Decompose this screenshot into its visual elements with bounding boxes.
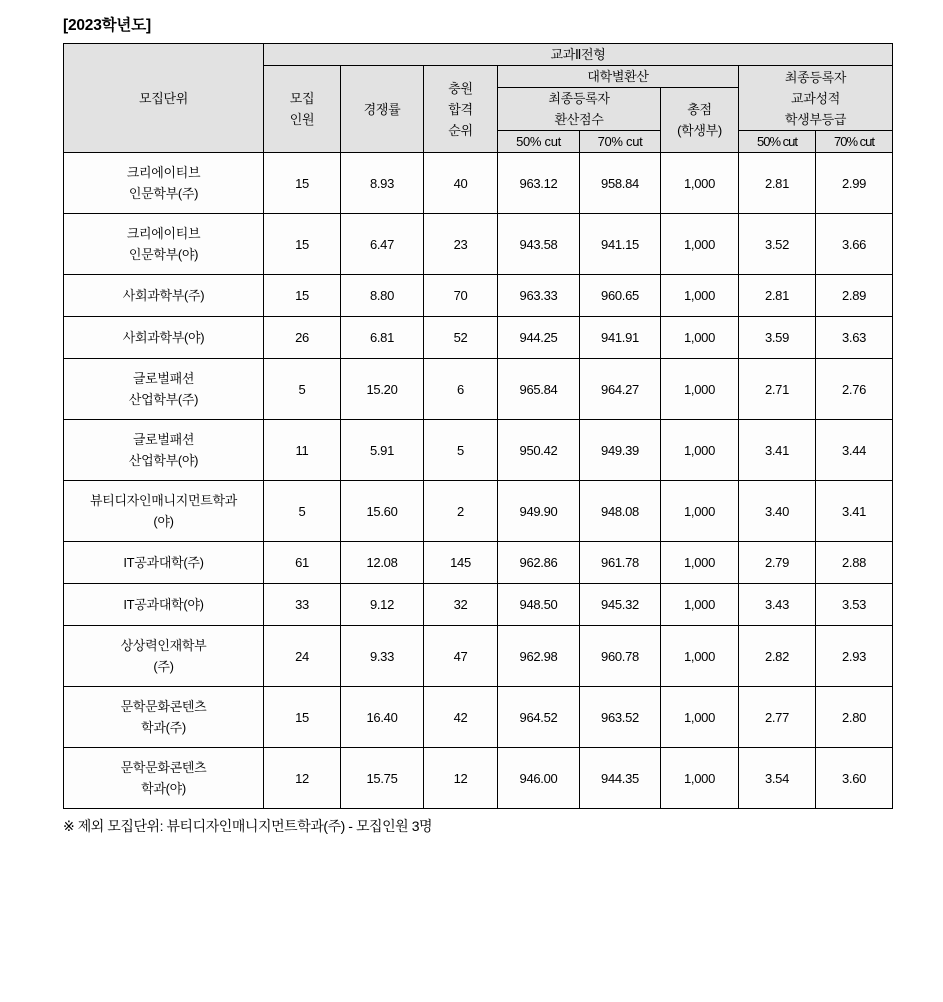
- cell-competition-ratio: 15.20: [341, 359, 424, 420]
- cell-unit-name: [64, 687, 264, 748]
- table-row: [64, 275, 893, 317]
- cell-total-score: 1,000: [661, 420, 739, 481]
- cell-grade-cut70: 3.60: [816, 748, 893, 809]
- table-row: [64, 359, 893, 420]
- header-score-cut50: 50% cut: [498, 131, 580, 153]
- cell-total-score: 1,000: [661, 687, 739, 748]
- exclusion-note: ※ 제외 모집단위: 뷰티디자인매니지먼트학과(주) - 모집인원 3명: [63, 818, 433, 835]
- cell-unit-name: [64, 626, 264, 687]
- cell-waitlist-rank: 40: [424, 153, 498, 214]
- cell-score-cut50: 962.98: [498, 626, 580, 687]
- header-final-grade-line2: 교과성적: [790, 90, 841, 106]
- cell-unit-name: [64, 275, 264, 317]
- page-title: [2023학년도]: [63, 17, 151, 34]
- cell-score-cut70: 945.32: [580, 584, 661, 626]
- cell-total-score: 1,000: [661, 359, 739, 420]
- header-quota: [264, 66, 341, 153]
- cell-waitlist-rank: 12: [424, 748, 498, 809]
- unit-name-line1: 문학문화콘텐츠: [120, 699, 207, 715]
- cell-grade-cut50: 2.81: [739, 153, 816, 214]
- cell-grade-cut50: 3.52: [739, 214, 816, 275]
- cell-quota: 5: [264, 359, 341, 420]
- cell-grade-cut70: 3.63: [816, 317, 893, 359]
- table-body: [64, 153, 893, 809]
- cell-total-score: 1,000: [661, 214, 739, 275]
- header-final-enrolled-score: [498, 88, 661, 131]
- unit-name-line2: 학과(야): [141, 781, 186, 797]
- cell-grade-cut50: 2.79: [739, 542, 816, 584]
- cell-grade-cut50: 2.77: [739, 687, 816, 748]
- header-score-cut70: 70% cut: [580, 131, 661, 153]
- cell-waitlist-rank: 32: [424, 584, 498, 626]
- cell-score-cut50: 964.52: [498, 687, 580, 748]
- cell-competition-ratio: 15.75: [341, 748, 424, 809]
- header-waitlist-rank-line1: 충원: [448, 80, 473, 96]
- cell-quota: 33: [264, 584, 341, 626]
- unit-name-line1: 뷰티디자인매니지먼트학과: [89, 493, 238, 509]
- admission-results-table: [63, 43, 893, 809]
- cell-unit-name: [64, 359, 264, 420]
- cell-grade-cut50: 2.81: [739, 275, 816, 317]
- table-row: [64, 584, 893, 626]
- cell-quota: 5: [264, 481, 341, 542]
- cell-grade-cut70: 2.80: [816, 687, 893, 748]
- cell-quota: 26: [264, 317, 341, 359]
- cell-competition-ratio: 5.91: [341, 420, 424, 481]
- cell-score-cut50: 949.90: [498, 481, 580, 542]
- cell-unit-name: [64, 214, 264, 275]
- cell-competition-ratio: 6.81: [341, 317, 424, 359]
- cell-score-cut70: 963.52: [580, 687, 661, 748]
- unit-name-line2: (주): [153, 659, 174, 675]
- cell-grade-cut70: 3.53: [816, 584, 893, 626]
- cell-unit-name: [64, 542, 264, 584]
- cell-competition-ratio: 9.33: [341, 626, 424, 687]
- cell-score-cut70: 960.78: [580, 626, 661, 687]
- table-row: [64, 542, 893, 584]
- header-final-score-line1: 최종등록자: [548, 91, 610, 107]
- cell-unit-name: [64, 153, 264, 214]
- cell-score-cut50: 963.12: [498, 153, 580, 214]
- cell-unit-name: [64, 481, 264, 542]
- header-waitlist-rank: [424, 66, 498, 153]
- cell-score-cut50: 950.42: [498, 420, 580, 481]
- cell-quota: 61: [264, 542, 341, 584]
- cell-score-cut70: 944.35: [580, 748, 661, 809]
- header-quota-line1: 모집: [289, 91, 315, 107]
- cell-score-cut50: 962.86: [498, 542, 580, 584]
- cell-grade-cut50: 3.40: [739, 481, 816, 542]
- table-row: [64, 420, 893, 481]
- cell-score-cut70: 941.91: [580, 317, 661, 359]
- cell-grade-cut50: 3.59: [739, 317, 816, 359]
- cell-score-cut70: 961.78: [580, 542, 661, 584]
- cell-grade-cut70: 3.66: [816, 214, 893, 275]
- unit-name-line1: 크리에이티브: [126, 165, 201, 181]
- cell-grade-cut70: 2.99: [816, 153, 893, 214]
- unit-name-line1: 사회과학부(주): [122, 288, 205, 304]
- cell-total-score: 1,000: [661, 481, 739, 542]
- cell-waitlist-rank: 2: [424, 481, 498, 542]
- unit-name-line1: 글로벌패션: [132, 371, 195, 387]
- cell-competition-ratio: 15.60: [341, 481, 424, 542]
- cell-quota: 12: [264, 748, 341, 809]
- cell-grade-cut70: 3.41: [816, 481, 893, 542]
- header-total-score-line1: 총점: [687, 102, 712, 118]
- cell-score-cut70: 960.65: [580, 275, 661, 317]
- cell-unit-name: [64, 748, 264, 809]
- header-grade-cut50: 50% cut: [739, 131, 816, 153]
- header-waitlist-rank-line3: 순위: [448, 122, 473, 138]
- cell-competition-ratio: 8.93: [341, 153, 424, 214]
- unit-name-line2: 인문학부(야): [128, 247, 199, 263]
- header-admission-type: 교과Ⅱ전형: [264, 44, 893, 66]
- cell-score-cut70: 941.15: [580, 214, 661, 275]
- cell-competition-ratio: 16.40: [341, 687, 424, 748]
- cell-waitlist-rank: 145: [424, 542, 498, 584]
- cell-quota: 11: [264, 420, 341, 481]
- cell-waitlist-rank: 70: [424, 275, 498, 317]
- cell-total-score: 1,000: [661, 153, 739, 214]
- unit-name-line1: 사회과학부(야): [122, 330, 205, 346]
- unit-name-line2: 인문학부(주): [128, 186, 199, 202]
- cell-score-cut70: 958.84: [580, 153, 661, 214]
- header-waitlist-rank-line2: 합격: [448, 101, 473, 117]
- cell-grade-cut70: 2.76: [816, 359, 893, 420]
- cell-score-cut50: 944.25: [498, 317, 580, 359]
- cell-total-score: 1,000: [661, 748, 739, 809]
- cell-competition-ratio: 12.08: [341, 542, 424, 584]
- cell-quota: 15: [264, 153, 341, 214]
- unit-name-line2: 산업학부(야): [128, 453, 199, 469]
- cell-unit-name: [64, 420, 264, 481]
- cell-unit-name: [64, 584, 264, 626]
- header-row-1: [64, 44, 893, 66]
- cell-quota: 15: [264, 687, 341, 748]
- header-competition-ratio: 경쟁률: [341, 66, 424, 153]
- table-row: [64, 626, 893, 687]
- unit-name-line1: IT공과대학(주): [123, 555, 204, 571]
- cell-total-score: 1,000: [661, 584, 739, 626]
- unit-name-line1: IT공과대학(야): [123, 597, 204, 613]
- table-row: [64, 317, 893, 359]
- cell-grade-cut70: 2.89: [816, 275, 893, 317]
- cell-waitlist-rank: 6: [424, 359, 498, 420]
- header-final-score-line2: 환산점수: [554, 112, 604, 128]
- cell-competition-ratio: 6.47: [341, 214, 424, 275]
- cell-total-score: 1,000: [661, 317, 739, 359]
- cell-waitlist-rank: 5: [424, 420, 498, 481]
- header-final-grade-line3: 학생부등급: [784, 111, 847, 127]
- cell-grade-cut50: 2.71: [739, 359, 816, 420]
- cell-score-cut70: 948.08: [580, 481, 661, 542]
- cell-unit-name: [64, 317, 264, 359]
- cell-total-score: 1,000: [661, 542, 739, 584]
- cell-waitlist-rank: 52: [424, 317, 498, 359]
- table-row: [64, 748, 893, 809]
- cell-grade-cut70: 3.44: [816, 420, 893, 481]
- unit-name-line2: (야): [153, 514, 174, 530]
- header-grade-cut70: 70% cut: [816, 131, 893, 153]
- cell-grade-cut50: 3.41: [739, 420, 816, 481]
- cell-grade-cut70: 2.93: [816, 626, 893, 687]
- cell-score-cut50: 965.84: [498, 359, 580, 420]
- cell-waitlist-rank: 42: [424, 687, 498, 748]
- unit-name-line1: 글로벌패션: [132, 432, 195, 448]
- cell-waitlist-rank: 23: [424, 214, 498, 275]
- header-final-grade-line1: 최종등록자: [784, 69, 847, 85]
- cell-score-cut70: 964.27: [580, 359, 661, 420]
- cell-competition-ratio: 8.80: [341, 275, 424, 317]
- unit-name-line1: 크리에이티브: [126, 226, 201, 242]
- table-row: [64, 687, 893, 748]
- header-unit: 모집단위: [64, 44, 264, 153]
- cell-score-cut70: 949.39: [580, 420, 661, 481]
- cell-score-cut50: 946.00: [498, 748, 580, 809]
- cell-score-cut50: 948.50: [498, 584, 580, 626]
- cell-grade-cut70: 2.88: [816, 542, 893, 584]
- cell-quota: 24: [264, 626, 341, 687]
- cell-quota: 15: [264, 275, 341, 317]
- header-total-score: [661, 88, 739, 153]
- cell-quota: 15: [264, 214, 341, 275]
- table-row: [64, 214, 893, 275]
- unit-name-line1: 문학문화콘텐츠: [120, 760, 207, 776]
- cell-total-score: 1,000: [661, 275, 739, 317]
- unit-name-line1: 상상력인재학부: [120, 638, 207, 654]
- header-final-enrolled-grade: [739, 66, 893, 131]
- cell-grade-cut50: 2.82: [739, 626, 816, 687]
- cell-grade-cut50: 3.43: [739, 584, 816, 626]
- table-row: [64, 481, 893, 542]
- unit-name-line2: 학과(주): [141, 720, 186, 736]
- header-total-score-line2: (학생부): [677, 123, 722, 139]
- cell-score-cut50: 963.33: [498, 275, 580, 317]
- header-university-conversion: 대학별환산: [498, 66, 739, 88]
- cell-competition-ratio: 9.12: [341, 584, 424, 626]
- cell-waitlist-rank: 47: [424, 626, 498, 687]
- cell-total-score: 1,000: [661, 626, 739, 687]
- cell-score-cut50: 943.58: [498, 214, 580, 275]
- unit-name-line2: 산업학부(주): [128, 392, 199, 408]
- cell-grade-cut50: 3.54: [739, 748, 816, 809]
- table-header: [64, 44, 893, 153]
- table-row: [64, 153, 893, 214]
- header-quota-line2: 인원: [289, 112, 315, 128]
